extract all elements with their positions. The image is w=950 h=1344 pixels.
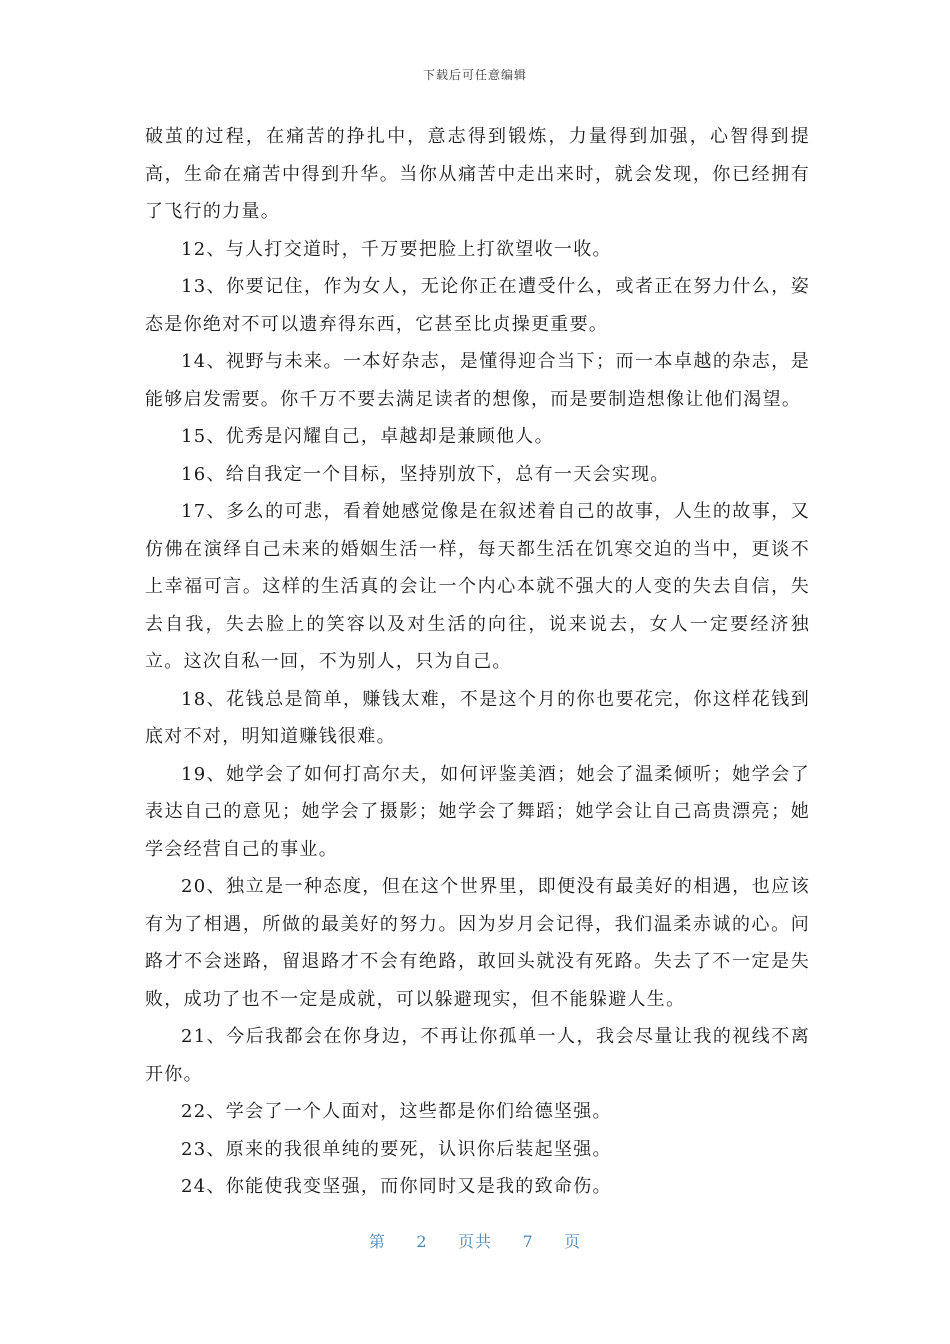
paragraph: 22、学会了一个人面对，这些都是你们给德坚强。 <box>181 1101 612 1122</box>
current-page-number: 2 <box>416 1232 428 1251</box>
paragraph: 21、今后我都会在你身边，不再让你孤单一人，我会尽量让我的视线不离开你。 <box>145 1026 810 1085</box>
paragraph: 破茧的过程，在痛苦的挣扎中，意志得到锻炼，力量得到加强，心智得到提高，生命在痛苦中得到升华。当你从痛苦中走出来时，就会发现，你已经拥有了飞行的力量。 <box>145 126 810 222</box>
paragraph: 23、原来的我很单纯的要死，认识你后装起坚强。 <box>181 1138 612 1160</box>
paragraph: 24、你能使我变坚强，而你同时又是我的致命伤。 <box>181 1176 612 1197</box>
footer-suffix: 页 <box>564 1232 582 1251</box>
paragraph: 18、花钱总是简单，赚钱太难，不是这个月的你也要花完，你这样花钱到底对不对，明知道赚钱很难。 <box>145 688 810 747</box>
footer-prefix: 第 <box>368 1232 386 1251</box>
paragraph: 20、独立是一种态度，但在这个世界里，即便没有最美好的相遇，也应该有为了相遇，所做的最美好的努力。因为岁月会记得，我们温柔赤诚的心。问路才不会迷路，留退路才不会有绝路，敢回头就没有死路。失去了不一定是失败，成功了也不一定是成就，可以躲避现实，但不能躲避人生。 <box>145 876 810 1010</box>
paragraph: 19、她学会了如何打高尔夫，如何评鉴美酒；她会了温柔倾听；她学会了表达自己的意见；她学会了摄影；她学会了舞蹈；她学会让自己高贵漂亮；她学会经营自己的事业。 <box>145 763 810 860</box>
paragraph: 12、与人打交道时，千万要把脸上打欲望收一收。 <box>181 238 612 260</box>
page-footer <box>0 1229 950 1252</box>
paragraph: 15、优秀是闪耀自己，卓越却是兼顾他人。 <box>181 426 554 447</box>
paragraph: 14、视野与未来。一本好杂志，是懂得迎合当下；而一本卓越的杂志，是能够启发需要。你千万不要去满足读者的想像，而是要制造想像让他们渴望。 <box>145 351 810 410</box>
paragraph: 17、多么的可悲，看着她感觉像是在叙述着自己的故事，人生的故事，又仿佛在演绎自己未来的婚姻生活一样，每天都生活在饥寒交迫的当中，更谈不上幸福可言。这样的生活真的会让一个内心本就不强大的人变的失去自信，失去自我，失去脸上的笑容以及对生活的向往，说来说去，女人一定要经济独立。这次自私一回，不为别人，只为自己。 <box>145 501 810 672</box>
document-body <box>145 118 810 1206</box>
page-header: 下载后可任意编辑 <box>422 68 527 82</box>
paragraph: 13、你要记住，作为女人，无论你正在遭受什么，或者正在努力什么，姿态是你绝对不可以遗弃得东西，它甚至比贞操更重要。 <box>145 276 810 335</box>
footer-middle: 页共 <box>457 1232 492 1251</box>
total-pages-number: 7 <box>522 1232 534 1251</box>
paragraph: 16、给自我定一个目标，坚持别放下，总有一天会实现。 <box>181 463 670 485</box>
